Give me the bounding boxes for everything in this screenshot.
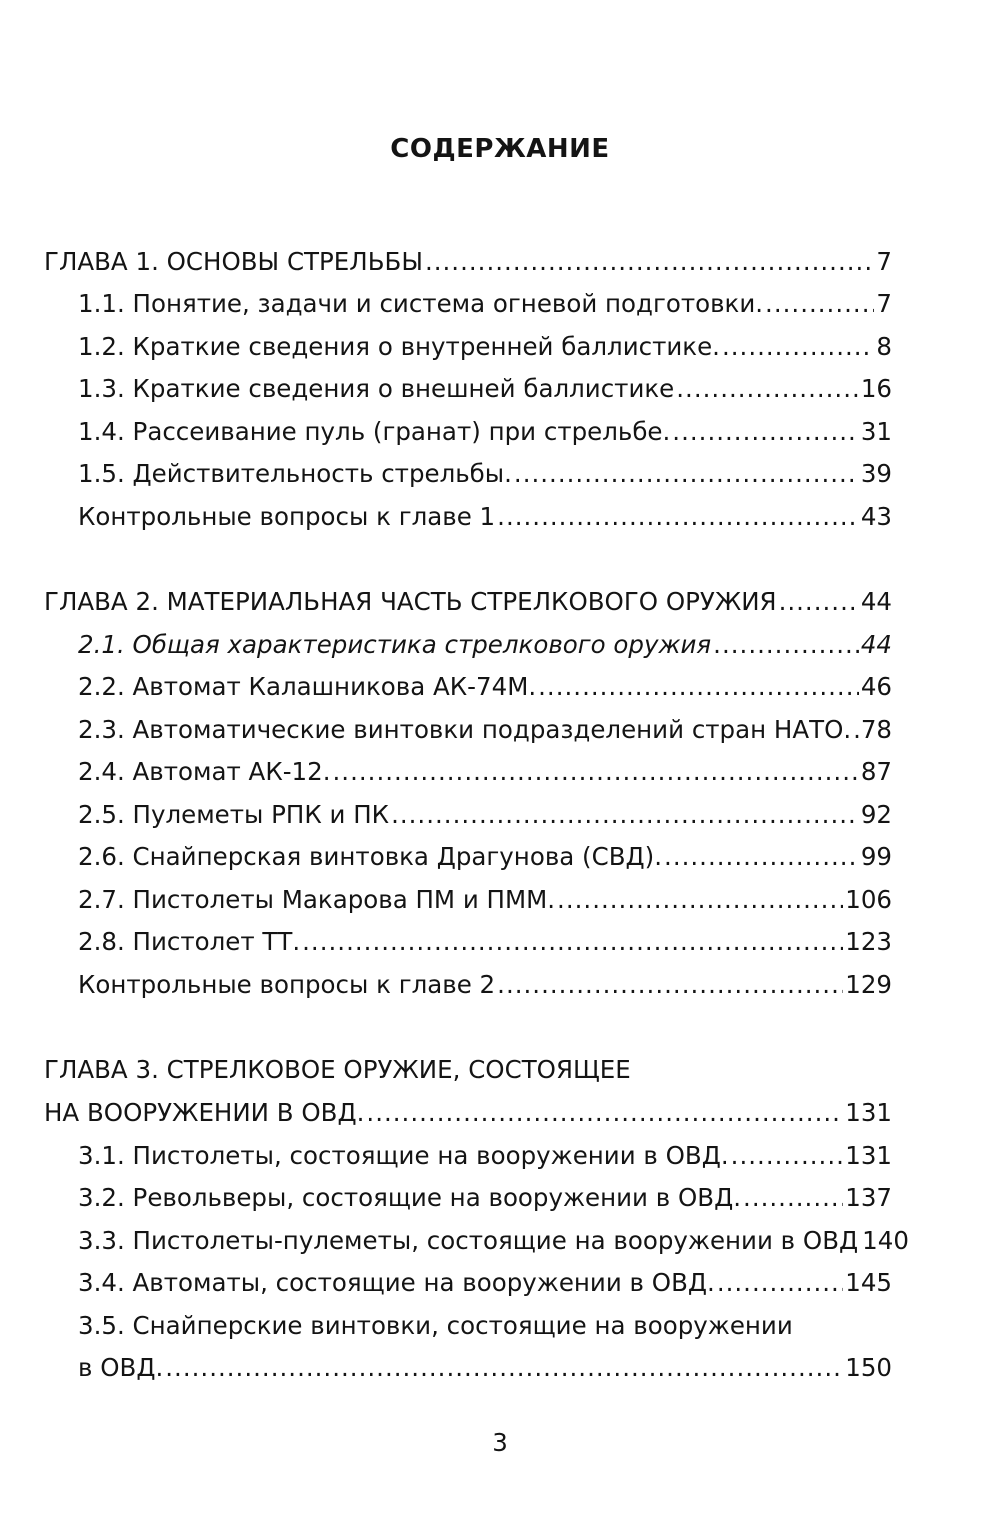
toc-section-3-1[interactable]	[78, 1140, 892, 1172]
toc-page-number: 87	[860, 757, 892, 786]
dot-leader	[853, 714, 859, 746]
toc-page-number: 78	[860, 715, 892, 744]
dot-leader	[557, 884, 843, 916]
toc-page-number: 16	[860, 374, 892, 403]
toc-entry-label: 2.1. Общая характеристика стрелкового оружия	[78, 630, 712, 659]
dot-leader	[302, 926, 843, 958]
toc-page-number: 39	[860, 459, 892, 488]
page-number: 3	[492, 1428, 508, 1457]
toc-page-number: 31	[860, 417, 892, 446]
dot-leader	[731, 1140, 844, 1172]
toc-page-number: 145	[845, 1268, 892, 1297]
toc-page-number: 131	[845, 1098, 892, 1127]
toc-section-1-5[interactable]	[78, 458, 892, 490]
dot-leader	[672, 416, 859, 448]
toc-chapter-3[interactable]	[44, 1097, 892, 1129]
dot-leader	[717, 1267, 843, 1299]
toc-chapter-2[interactable]	[44, 586, 892, 618]
toc-entry-label: 2.2. Автомат Калашникова АК-74М.	[78, 672, 537, 701]
toc-entry-label: 1.4. Рассеивание пуль (гранат) при стрельбе.	[78, 417, 671, 446]
toc-page-number: 140	[862, 1226, 909, 1255]
toc-review-questions-2[interactable]	[78, 969, 892, 1001]
toc-section-2-2[interactable]	[78, 671, 892, 703]
toc-entry-label: 2.5. Пулеметы РПК и ПК	[78, 800, 390, 829]
toc-section-2-5[interactable]	[78, 799, 892, 831]
dot-leader	[765, 288, 874, 320]
toc-page-number: 7	[876, 247, 892, 276]
toc-section-1-2[interactable]	[78, 331, 892, 363]
toc-review-questions-1[interactable]	[78, 501, 892, 533]
dot-leader	[425, 246, 874, 278]
dot-leader	[779, 586, 859, 618]
toc-page-number: 44	[860, 587, 892, 616]
toc-section-1-3[interactable]	[78, 373, 892, 405]
toc-section-1-1[interactable]	[78, 288, 892, 320]
toc-section-2-7[interactable]	[78, 884, 892, 916]
toc-page-number: 150	[845, 1353, 892, 1382]
toc-entry-label: 3.1. Пистолеты, состоящие на вооружении в ОВД.	[78, 1141, 729, 1170]
toc-page-number: 44	[860, 630, 892, 659]
toc-section-3-2[interactable]	[78, 1182, 892, 1214]
dot-leader	[366, 1097, 843, 1129]
toc-chapter-3-label-line1[interactable]: ГЛАВА 3. СТРЕЛКОВОЕ ОРУЖИЕ, СОСТОЯЩЕЕ	[44, 1055, 631, 1084]
toc-entry-label: 2.3. Автоматические винтовки подразделений стран НАТО.	[78, 715, 852, 744]
page-title: СОДЕРЖАНИЕ	[390, 134, 610, 164]
toc-entry-label: 3.2. Револьверы, состоящие на вооружении в ОВД.	[78, 1183, 742, 1212]
toc-chapter-1[interactable]	[44, 246, 892, 278]
dot-leader	[713, 629, 859, 661]
toc-section-3-4[interactable]	[78, 1267, 892, 1299]
dot-leader	[676, 373, 859, 405]
dot-leader	[743, 1182, 843, 1214]
toc-entry-label: ГЛАВА 2. МАТЕРИАЛЬНАЯ ЧАСТЬ СТРЕЛКОВОГО ОРУЖИЯ	[44, 587, 777, 616]
toc-section-2-4[interactable]	[78, 756, 892, 788]
toc-section-3-3[interactable]	[78, 1225, 909, 1257]
toc-section-3-5-label-line1[interactable]: 3.5. Снайперские винтовки, состоящие на вооружении	[78, 1311, 793, 1340]
toc-page-number: 46	[860, 672, 892, 701]
toc-page-number: 8	[876, 332, 892, 361]
toc-entry-label: 2.6. Снайперская винтовка Драгунова (СВД).	[78, 842, 663, 871]
toc-page-number: 7	[876, 289, 892, 318]
toc-entry-label: 2.7. Пистолеты Макарова ПМ и ПММ.	[78, 885, 556, 914]
toc-page-number: 129	[845, 970, 892, 999]
toc-entry-label: 3.4. Автоматы, состоящие на вооружении в ОВД.	[78, 1268, 715, 1297]
toc-entry-label: НА ВООРУЖЕНИИ В ОВД.	[44, 1098, 365, 1127]
toc-section-1-4[interactable]	[78, 416, 892, 448]
toc-page-number: 123	[845, 927, 892, 956]
toc-entry-label: 1.2. Краткие сведения о внутренней баллистике.	[78, 332, 720, 361]
toc-page-number: 137	[845, 1183, 892, 1212]
toc-entry-label: 1.1. Понятие, задачи и система огневой подготовки.	[78, 289, 764, 318]
toc-page-number: 43	[860, 502, 892, 531]
dot-leader	[497, 969, 843, 1001]
toc-page-number: 106	[845, 885, 892, 914]
dot-leader	[333, 756, 859, 788]
dot-leader	[391, 799, 859, 831]
dot-leader	[165, 1352, 843, 1384]
dot-leader	[514, 458, 859, 490]
toc-section-3-5[interactable]	[78, 1352, 892, 1384]
toc-page-number: 99	[860, 842, 892, 871]
toc-entry-label: в ОВД.	[78, 1353, 164, 1382]
toc-entry-label: 2.4. Автомат АК-12.	[78, 757, 331, 786]
toc-entry-label: 1.3. Краткие сведения о внешней баллистике	[78, 374, 675, 403]
toc-page-number: 131	[845, 1141, 892, 1170]
dot-leader	[538, 671, 859, 703]
toc-section-2-3[interactable]	[78, 714, 892, 746]
toc-entry-label: ГЛАВА 1. ОСНОВЫ СТРЕЛЬБЫ	[44, 247, 423, 276]
toc-section-2-8[interactable]	[78, 926, 892, 958]
toc-entry-label: Контрольные вопросы к главе 2	[78, 970, 496, 999]
toc-section-2-6[interactable]	[78, 841, 892, 873]
toc-entry-label: 3.3. Пистолеты-пулеметы, состоящие на вооружении в ОВД	[78, 1226, 859, 1255]
dot-leader	[722, 331, 874, 363]
toc-entry-label: Контрольные вопросы к главе 1	[78, 502, 496, 531]
dot-leader	[497, 501, 859, 533]
toc-entry-label: 2.8. Пистолет ТТ.	[78, 927, 301, 956]
toc-section-2-1[interactable]	[78, 629, 892, 661]
toc-entry-label: 1.5. Действительность стрельбы.	[78, 459, 512, 488]
toc-page-number: 92	[860, 800, 892, 829]
dot-leader	[664, 841, 859, 873]
